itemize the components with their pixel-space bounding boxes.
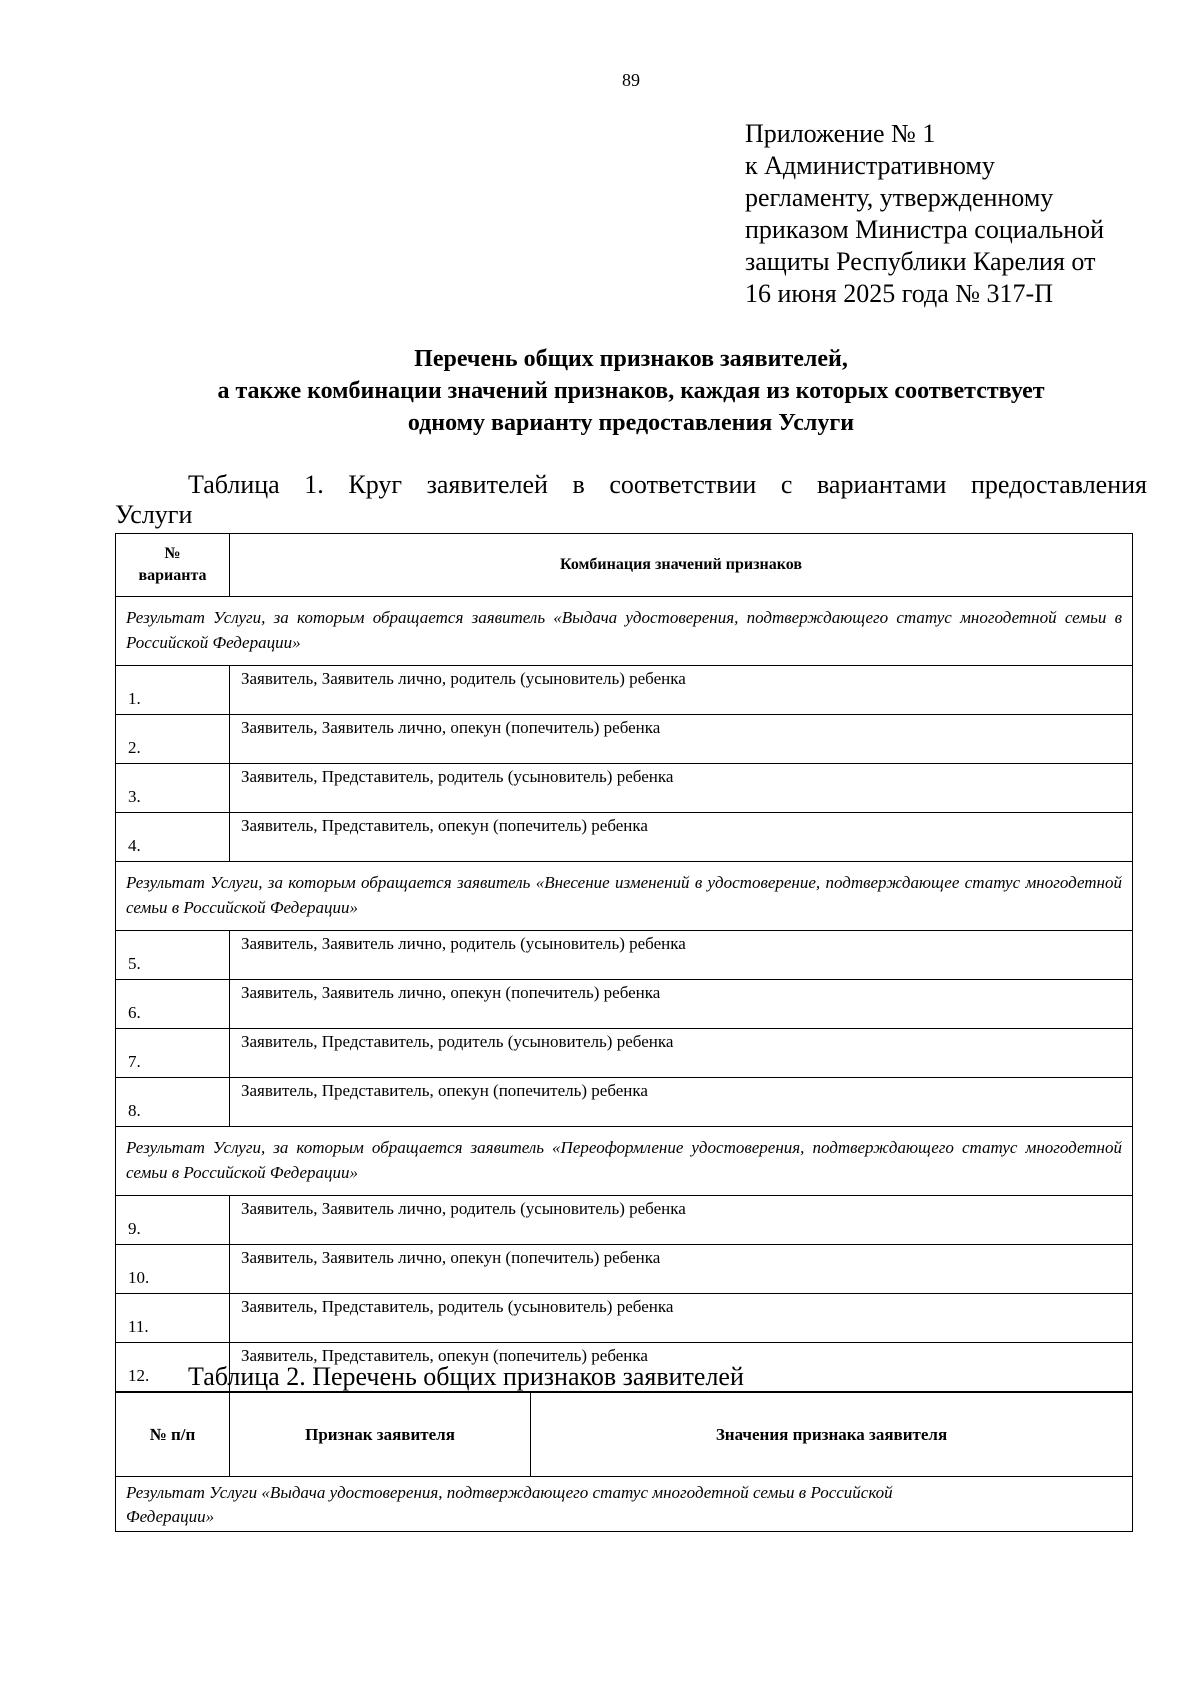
table1-caption-line: Услуги	[115, 500, 193, 529]
combination-value: Заявитель, Представитель, опекун (попечитель) ребенка	[230, 1343, 1133, 1392]
combination-value: Заявитель, Представитель, родитель (усыновитель) ребенка	[230, 1029, 1133, 1078]
combination-value: Заявитель, Заявитель лично, опекун (попечитель) ребенка	[230, 1245, 1133, 1294]
table1-caption-line: Таблица 1. Круг заявителей в соответствии с вариантами предоставления	[188, 470, 1147, 499]
table-row	[116, 813, 1133, 862]
result-section-row	[116, 1127, 1133, 1196]
combination-value: Заявитель, Заявитель лично, родитель (усыновитель) ребенка	[230, 931, 1133, 980]
table-row	[116, 715, 1133, 764]
document-title	[115, 343, 1147, 439]
result-line: Федерации»	[126, 1507, 215, 1526]
appendix-line: Приложение № 1	[745, 119, 936, 148]
variant-number: 2.	[116, 715, 230, 764]
row-number-header: № п/п	[116, 1393, 230, 1477]
table-row	[116, 1029, 1133, 1078]
table-header-row	[116, 1393, 1133, 1477]
applicant-sign-header: Признак заявителя	[230, 1393, 531, 1477]
combination-value: Заявитель, Заявитель лично, опекун (попечитель) ребенка	[230, 980, 1133, 1029]
combination-value: Заявитель, Представитель, родитель (усыновитель) ребенка	[230, 764, 1133, 813]
combination-value: Заявитель, Заявитель лично, родитель (усыновитель) ребенка	[230, 1196, 1133, 1245]
variant-number-header	[116, 534, 230, 597]
variant-number: 12.	[116, 1343, 230, 1392]
variant-number: 6.	[116, 980, 230, 1029]
table-row	[116, 1294, 1133, 1343]
appendix-line: приказом Министра социальной	[745, 215, 1105, 244]
variant-number: 11.	[116, 1294, 230, 1343]
result-section-row	[116, 1477, 1133, 1532]
variant-number: 9.	[116, 1196, 230, 1245]
result-section-text: Результат Услуги, за которым обращается заявитель «Переоформление удостоверения, подтверждающего статус многодетной семьи в Российской Федерации»	[116, 1127, 1133, 1196]
variant-number: 3.	[116, 764, 230, 813]
result-line: Результат Услуги «Выдача удостоверения, подтверждающего статус многодетной семьи в Российской	[126, 1483, 893, 1502]
table-row	[116, 666, 1133, 715]
combination-value: Заявитель, Представитель, опекун (попечитель) ребенка	[230, 1078, 1133, 1127]
combination-value: Заявитель, Заявитель лично, опекун (попечитель) ребенка	[230, 715, 1133, 764]
title-line: одному варианту предоставления Услуги	[407, 410, 855, 436]
appendix-block	[745, 118, 1165, 310]
variant-number: 7.	[116, 1029, 230, 1078]
page-number: 89	[622, 70, 640, 90]
title-line: Перечень общих признаков заявителей,	[414, 346, 848, 372]
sign-values-header: Значения признака заявителя	[531, 1393, 1133, 1477]
header-text: №	[164, 545, 181, 562]
applicant-signs-table	[115, 1392, 1133, 1532]
table1-caption	[115, 470, 1147, 530]
applicant-variants-table	[115, 533, 1133, 1392]
appendix-line: регламенту, утвержденному	[745, 183, 1054, 212]
result-section-row	[116, 597, 1133, 666]
table2-caption: Таблица 2. Перечень общих признаков заявителей	[188, 1362, 744, 1391]
combination-value: Заявитель, Представитель, родитель (усыновитель) ребенка	[230, 1294, 1133, 1343]
result-section-text	[116, 1477, 1133, 1532]
variant-number: 8.	[116, 1078, 230, 1127]
table-row	[116, 980, 1133, 1029]
variant-number: 1.	[116, 666, 230, 715]
appendix-line: к Административному	[745, 151, 995, 180]
combination-value: Заявитель, Заявитель лично, родитель (усыновитель) ребенка	[230, 666, 1133, 715]
variant-number: 10.	[116, 1245, 230, 1294]
appendix-line: защиты Республики Карелия от	[745, 247, 1096, 276]
result-section-text: Результат Услуги, за которым обращается заявитель «Выдача удостоверения, подтверждающего статус многодетной семьи в Российской Федерации»	[116, 597, 1133, 666]
header-text: варианта	[138, 567, 207, 584]
result-section-row	[116, 862, 1133, 931]
combination-value: Заявитель, Представитель, опекун (попечитель) ребенка	[230, 813, 1133, 862]
table-header-row	[116, 534, 1133, 597]
result-section-text: Результат Услуги, за которым обращается заявитель «Внесение изменений в удостоверение, подтверждающее статус многодетной семьи в Российской Федерации»	[116, 862, 1133, 931]
title-line: а также комбинации значений признаков, каждая из которых соответствует	[217, 378, 1045, 404]
table-row	[116, 931, 1133, 980]
variant-number: 4.	[116, 813, 230, 862]
table-row	[116, 1196, 1133, 1245]
table-row	[116, 764, 1133, 813]
table-row	[116, 1245, 1133, 1294]
variant-number: 5.	[116, 931, 230, 980]
appendix-line: 16 июня 2025 года № 317-П	[745, 279, 1053, 308]
table-row	[116, 1078, 1133, 1127]
combination-header: Комбинация значений признаков	[230, 534, 1133, 597]
